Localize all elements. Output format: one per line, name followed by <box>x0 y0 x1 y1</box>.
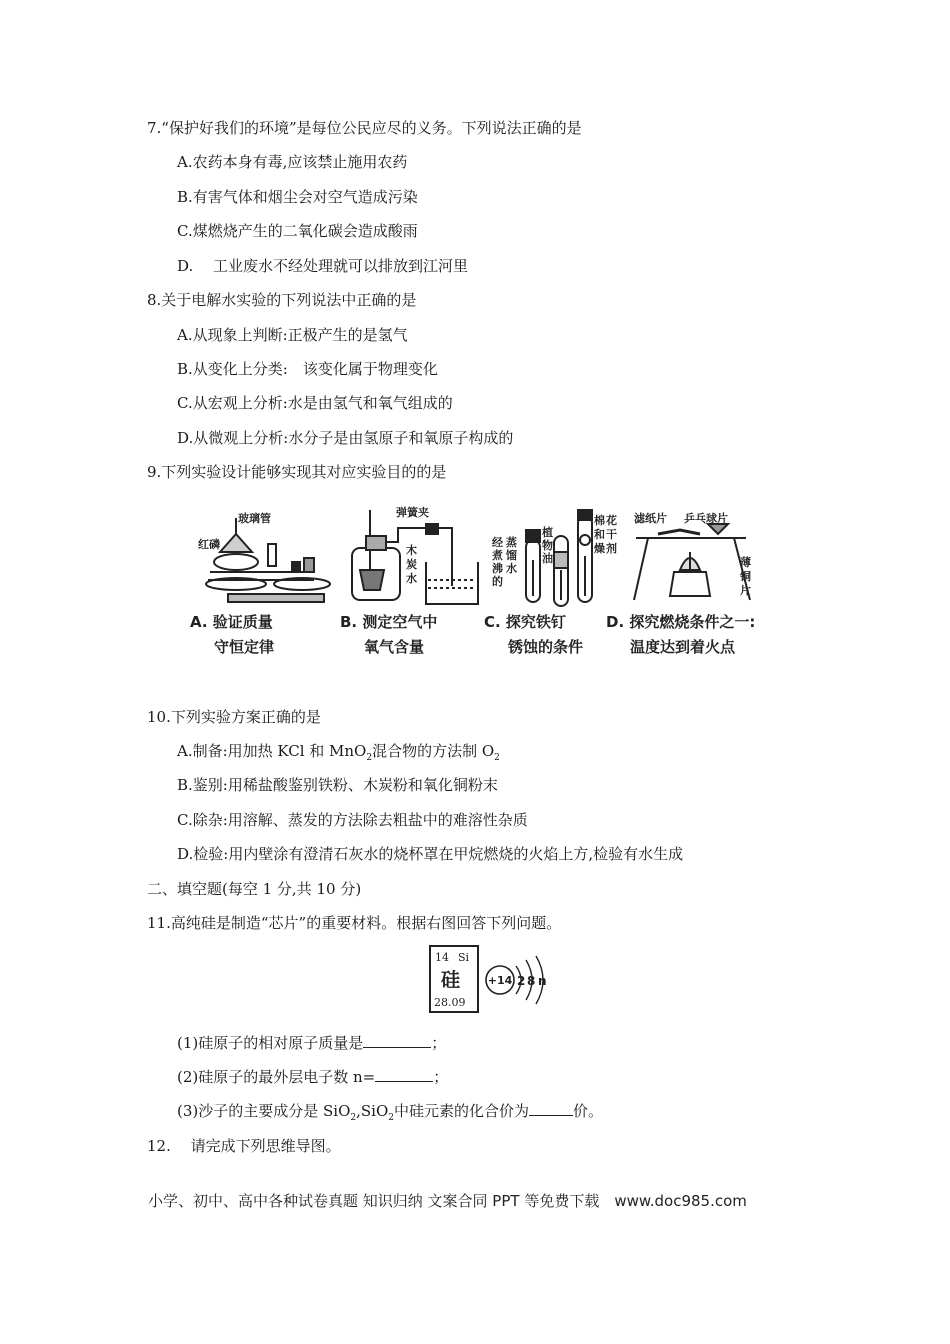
label-b-water: 水 <box>406 572 417 585</box>
label-c-11: 花 <box>606 514 617 527</box>
element-mass: 28.09 <box>434 996 466 1009</box>
q10-option-c: C.除杂:用溶解、蒸发的方法除去粗盐中的难溶性杂质 <box>177 811 528 829</box>
caption-c-line1: C. 探究铁钉 <box>484 613 566 631</box>
q10-option-a: A.制备:用加热 KCl 和 MnO$_2$混合物的方法制 $O_2$ <box>177 742 500 763</box>
q9-stem: 9.下列实验设计能够实现其对应实验目的的是 <box>147 463 447 481</box>
caption-d-line1: D. 探究燃烧条件之一: <box>606 613 756 631</box>
q8-option-c: C.从宏观上分析:水是由氢气和氧气组成的 <box>177 394 453 412</box>
page-footer: 小学、初中、高中各种试卷真题 知识归纳 文案合同 PPT 等免费下载 www.doc985.com <box>148 1192 747 1210</box>
label-c-6: 水 <box>506 562 517 575</box>
q7-stem: 7.“保护好我们的环境”是每位公民应尽的义务。下列说法正确的是 <box>147 119 582 137</box>
q8-stem: 8.关于电解水实验的下列说法中正确的是 <box>147 291 417 309</box>
caption-d-line2: 温度达到着火点 <box>630 638 736 656</box>
shell-3-electrons: n <box>538 974 547 988</box>
shell-1-electrons: 2 <box>517 974 526 988</box>
caption-b-line1: B. 测定空气中 <box>340 613 438 631</box>
label-c-10: 棉 <box>594 514 605 527</box>
caption-a-line1: A. 验证质量 <box>190 613 273 631</box>
q7-option-c: C.煤燃烧产生的二氧化碳会造成酸雨 <box>177 222 418 240</box>
label-c-0: 经 <box>492 536 503 549</box>
q8-option-a: A.从现象上判断:正极产生的是氢气 <box>177 326 408 344</box>
label-c-14: 燥 <box>594 542 605 555</box>
element-symbol: Si <box>458 951 470 964</box>
experiment-b-bottle-icon <box>352 510 478 604</box>
element-number: 14 <box>435 951 449 964</box>
experiment-d-burner-icon <box>634 524 750 600</box>
label-c-1: 煮 <box>492 549 503 562</box>
element-name: 硅 <box>441 969 461 991</box>
label-c-3: 的 <box>492 575 503 588</box>
label-c-2: 沸 <box>492 562 503 575</box>
label-c-7: 植 <box>542 526 553 539</box>
experiment-c-test-tubes-icon <box>526 510 592 606</box>
caption-a-line2: 守恒定律 <box>214 638 275 656</box>
q11-sub2: (2)硅原子的最外层电子数 n= ； <box>177 1068 449 1086</box>
q8-option-d: D.从微观上分析:水分子是由氢原子和氧原子构成的 <box>177 429 514 447</box>
answer-blank-3[interactable] <box>529 1101 573 1116</box>
label-b-mu: 木 <box>406 544 417 557</box>
section-2-heading: 二、填空题(每空 1 分,共 10 分) <box>147 880 362 898</box>
q10-option-d: D.检验:用内壁涂有澄清石灰水的烧杯罩在甲烷燃烧的火焰上方,检验有水生成 <box>177 845 684 863</box>
label-d-pian: 片 <box>740 584 751 597</box>
label-d-tong: 铜 <box>740 570 751 583</box>
q11-sub3: (3)沙子的主要成分是 SiO$_2$,SiO$_2$中硅元素的化合价为 价。 <box>177 1102 604 1123</box>
caption-c-line2: 锈蚀的条件 <box>508 638 584 656</box>
caption-b-line2: 氧气含量 <box>364 638 425 656</box>
answer-blank-1[interactable] <box>363 1033 431 1048</box>
label-c-4: 蒸 <box>506 536 517 549</box>
label-b-tan: 炭 <box>406 558 417 571</box>
q8-option-b: B.从变化上分类: 该变化属于物理变化 <box>177 360 438 378</box>
label-c-13: 干 <box>606 528 617 541</box>
label-c-5: 馏 <box>506 549 517 562</box>
q9-experiment-figure <box>180 500 780 670</box>
q7-option-a: A.农药本身有毒,应该禁止施用农药 <box>177 153 408 171</box>
label-a-red-phosphorus: 红磷 <box>198 538 220 551</box>
q11-stem: 11.高纯硅是制造“芯片”的重要材料。根据右图回答下列问题。 <box>147 914 562 932</box>
label-c-8: 物 <box>542 539 553 552</box>
experiment-a-balance-icon <box>206 518 330 602</box>
nucleus-charge: +14 <box>487 974 513 987</box>
label-a-glass-tube: 玻璃管 <box>238 512 271 525</box>
q7-option-d: D. 工业废水不经处理就可以排放到江河里 <box>177 257 469 275</box>
label-c-9: 油 <box>542 552 553 565</box>
q10-option-b: B.鉴别:用稀盐酸鉴别铁粉、木炭粉和氧化铜粉末 <box>177 776 498 794</box>
label-d-bao: 薄 <box>740 556 751 569</box>
label-d-filter-paper: 滤纸片 <box>634 512 667 525</box>
label-c-12: 和 <box>594 528 605 541</box>
q10-stem: 10.下列实验方案正确的是 <box>147 708 321 726</box>
label-c-15: 剂 <box>606 542 617 555</box>
q7-option-b: B.有害气体和烟尘会对空气造成污染 <box>177 188 418 206</box>
shell-2-electrons: 8 <box>527 974 536 988</box>
q12-stem: 12. 请完成下列思维导图。 <box>147 1137 341 1155</box>
label-d-pingpong: 乒乓球片 <box>684 512 728 525</box>
answer-blank-2[interactable] <box>375 1067 433 1082</box>
q11-sub1: (1)硅原子的相对原子质量是 ； <box>177 1034 447 1052</box>
label-b-spring-clip: 弹簧夹 <box>396 506 429 519</box>
silicon-element-figure <box>428 944 552 1016</box>
